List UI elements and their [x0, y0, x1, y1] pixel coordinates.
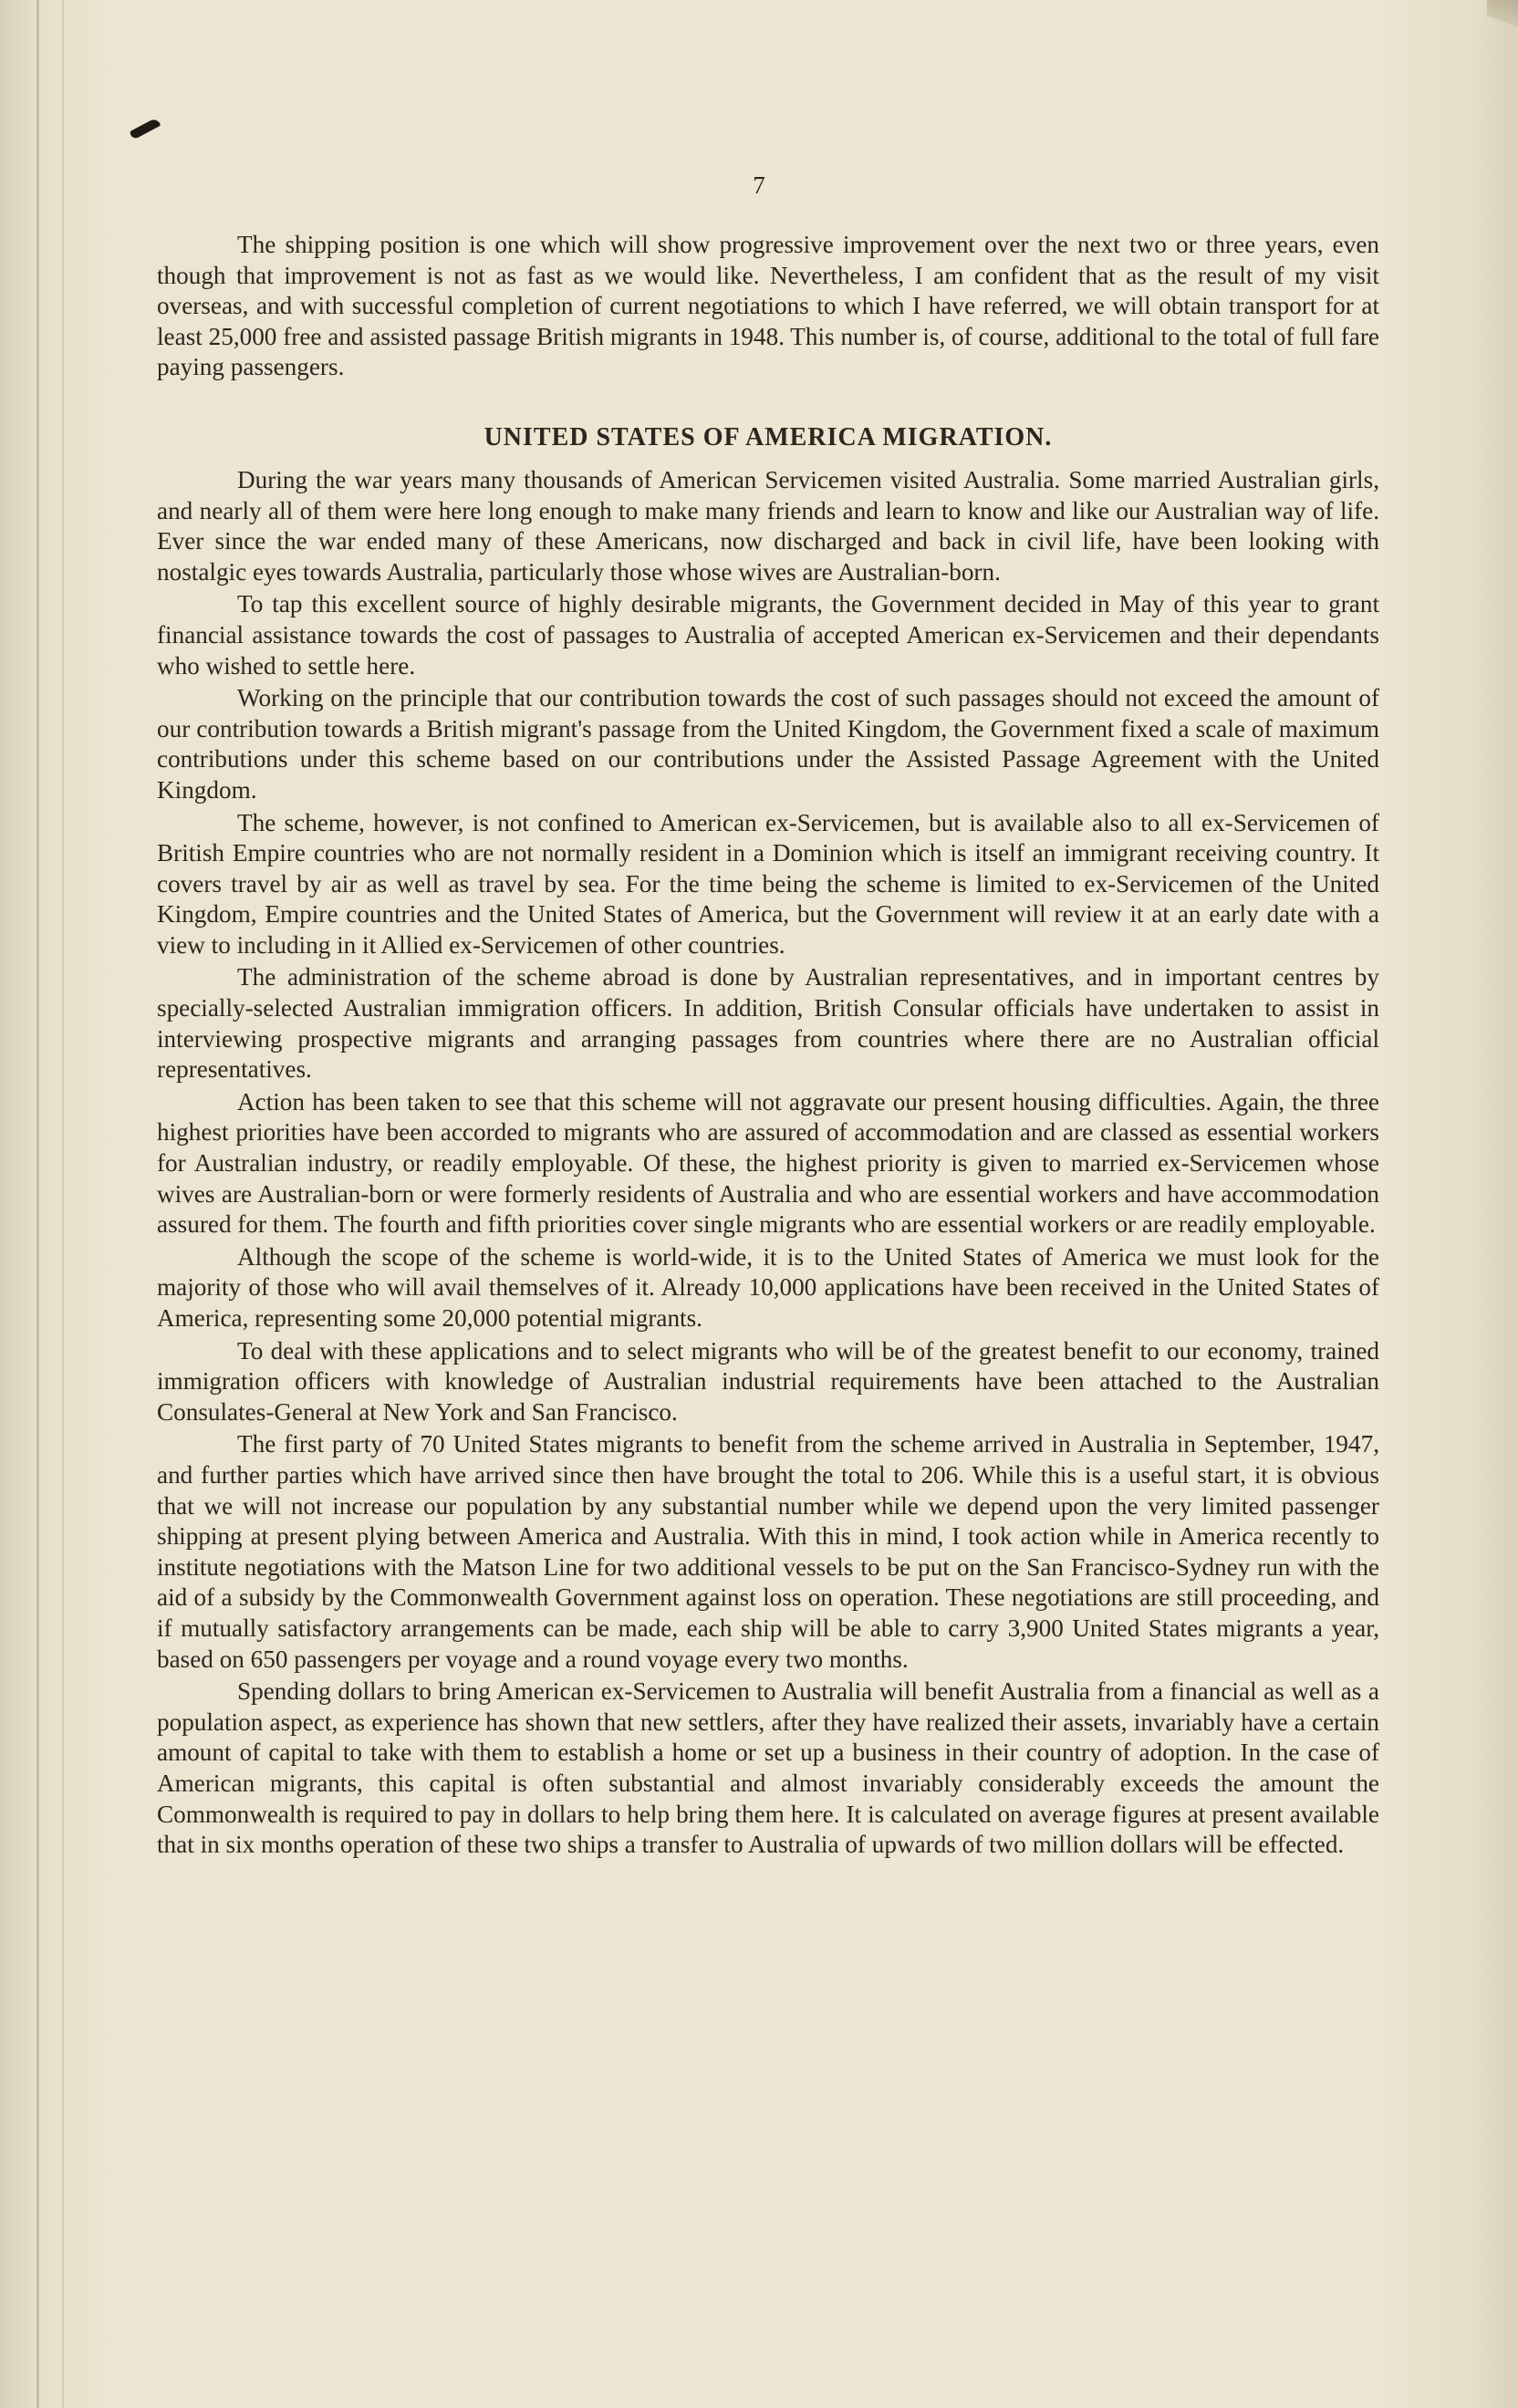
opening-paragraph: The shipping position is one which will show progressive improvement over the next two or three years, even though that improvement is not as fast as we would like. Nevertheless, I am confident that as the result of my visit overseas, and with successful completion of current negotiations to which I have referred, we will obtain transport for at least 25,000 free and assisted passage British migrants in 1948. This number is, of course, additional to the total of full fare paying passengers.	[157, 231, 1379, 381]
paragraph: The first party of 70 United States migrants to benefit from the scheme arrived in Australia in September, 1947, and further parties which have arrived since then have brought the total to 206. While this is a useful start, it is obvious that we will not increase our population by any substantial number while we depend upon the very limited passenger shipping at present plying between America and Australia. With this in mind, I took action while in America recently to institute negotiations with the Matson Line for two additional vessels to be put on the San Francisco-Sydney run with the aid of a subsidy by the Commonwealth Government against loss on operation. These negotiations are still proceeding, and if mutually satisfactory arrangements can be made, each ship will be able to carry 3,900 United States migrants a year, based on 650 passengers per voyage and a round voyage every two months.	[157, 1430, 1379, 1673]
paragraph: The administration of the scheme abroad is done by Australian representatives, and in important centres by specially-selected Australian immigration officers. In addition, British Consular officials have undertaken to assist in interviewing prospective migrants and arranging passages from countries where there are no Australian official representatives.	[157, 963, 1379, 1084]
page-number: 7	[753, 171, 765, 199]
binding-edge-inner	[62, 0, 64, 2408]
paragraph: During the war years many thousands of American Servicemen visited Australia. Some married Australian girls, and nearly all of them were here long enough to make many friends and learn to know and like our Australian way of life. Ever since the war ended many of these Americans, now discharged and back in civil life, have been looking with nostalgic eyes towards Australia, particularly those whose wives are Australian-born.	[157, 465, 1379, 586]
binding-edge	[36, 0, 39, 2408]
paragraph: Spending dollars to bring American ex-Servicemen to Australia will benefit Australia from a financial as well as a population aspect, as experience has shown that new settlers, after they have realized their assets, invariably have a certain amount of capital to take with them to establish a home or set up a business in their country of adoption. In the case of American migrants, this capital is often substantial and almost invariably considerably exceeds the amount the Commonwealth is required to pay in dollars to help bring them here. It is calculated on average figures at present available that in six months operation of these two ships a transfer to Australia of upwards of two million dollars will be effected.	[157, 1677, 1379, 1859]
paragraph: Working on the principle that our contribution towards the cost of such passages should not exceed the amount of our contribution towards a British migrant's passage from the United Kingdom, the Government fixed a scale of maximum contributions under this scheme based on our contributions under the Assisted Passage Agreement with the United Kingdom.	[157, 684, 1379, 804]
paragraph: The scheme, however, is not confined to American ex-Servicemen, but is available also to all ex-Servicemen of British Empire countries who are not normally resident in a Dominion which is itself an immigrant receiving country. It covers travel by air as well as travel by sea. For the time being the scheme is limited to ex-Servicemen of the United Kingdom, Empire countries and the United States of America, but the Government will review it at an early date with a view to including in it Allied ex-Servicemen of other countries.	[157, 808, 1379, 959]
corner-fold	[1487, 0, 1518, 42]
paragraph: Although the scope of the scheme is world-wide, it is to the United States of America we must look for the majority of those who will avail themselves of it. Already 10,000 applications have been received in the United States of America, representing some 20,000 potential migrants.	[157, 1242, 1379, 1332]
pen-mark	[130, 118, 161, 140]
paragraph: To tap this excellent source of highly desirable migrants, the Government decided in May of this year to grant financial assistance towards the cost of passages to Australia of accepted American ex-Servicemen and their dependants who wished to settle here.	[157, 590, 1379, 680]
page-body	[157, 230, 1379, 1861]
paragraph: Action has been taken to see that this scheme will not aggravate our present housing difficulties. Again, the three highest priorities have been accorded to migrants who are assured of accommodation and are classed as essential workers for Australian industry, or readily employable. Of these, the highest priority is given to married ex-Servicemen whose wives are Australian-born or were formerly residents of Australia and who are essential workers and have accommodation assured for them. The fourth and fifth priorities cover single migrants who are essential workers or are readily employable.	[157, 1087, 1379, 1239]
paragraph: To deal with these applications and to select migrants who will be of the greatest benefit to our economy, trained immigration officers with knowledge of Australian industrial requirements have been attached to the Australian Consulates-General at New York and San Francisco.	[157, 1336, 1379, 1426]
section-heading: UNITED STATES OF AMERICA MIGRATION.	[483, 422, 1053, 452]
